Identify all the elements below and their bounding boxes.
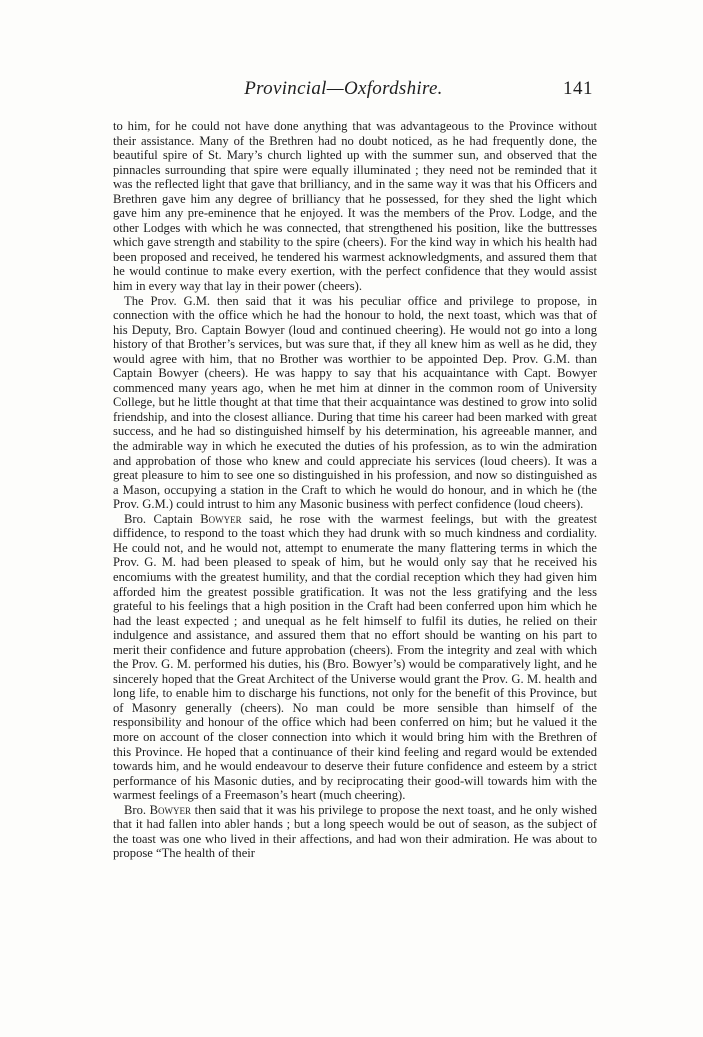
- paragraph-4-lead: Bro.: [124, 802, 150, 817]
- paragraph-3: [113, 512, 597, 803]
- speaker-name: Bowyer: [200, 511, 242, 526]
- paragraph-1: to him, for he could not have done anything that was advantageous to the Province without their assistance. Many of the Brethren had no doubt noticed, as he had frequently done, the beautiful spire of St. Mary’s church lighted up with the summer sun, and observed that the pinnacles surrounding that spire were equally illuminated ; they need not be reminded that it was the reflected light that gave that brilliancy, and in the same way it was that his Officers and Brethren gave him any degree of brilliancy that he possessed, for they shed the light which gave him any pre-eminence that he enjoyed. It was the members of the Prov. Lodge, and the other Lodges with which he was connected, that strengthened his position, like the buttresses which gave strength and stability to the spire (cheers). For the kind way in which his health had been proposed and received, he tendered his warmest acknowledgments, and assured them that he would continue to make every exertion, with the perfect confidence that they would assist him in every way that lay in their power (cheers).: [113, 119, 597, 294]
- paragraph-2: The Prov. G.M. then said that it was his peculiar office and privilege to propose, in connection with the office which he had the honour to hold, the next toast, which was that of his Deputy, Bro. Captain Bowyer (loud and continued cheering). He would not go into a long history of that Brother’s services, but was sure that, if they all knew him as well as he did, they would agree with him, that no Brother was worthier to be appointed Dep. Prov. G.M. than Captain Bowyer (cheers). He was happy to say that his acquaintance with Capt. Bowyer commenced many years ago, when he met him at dinner in the common room of University College, but he little thought at that time that their acquaintance was destined to grow into solid friendship, and into the closest alliance. During that time his career had been marked with great success, and he had so distinguished himself by his determination, his agreeable manner, and the admirable way in which he executed the duties of his profession, as to win the admiration and approbation of those who knew and could appreciate his services (loud cheers). It was a great pleasure to him to see one so distinguished in his profession, and now so distinguished as a Mason, occupying a station in the Craft to which he would do honour, and in which he (the Prov. G.M.) could intrust to him any Masonic business with perfect confidence (loud cheers).: [113, 293, 597, 512]
- paragraph-3-lead: Bro. Captain: [124, 511, 201, 526]
- paragraph-4: [113, 803, 597, 861]
- running-title: Provincial—Oxfordshire.: [244, 78, 443, 99]
- paragraph-3-text: said, he rose with the warmest feelings, but with the greatest diffidence, to respond to the toast which they had drunk with so much kindness and cordiality. He could not, and he would not, attempt to enumerate the many flattering terms in which the Prov. G. M. had been pleased to speak of him, but he would only say that he received his encomiums with the greatest humility, and that the cordial reception which they had given him afforded him the greatest possible gratification. It was not the less gratifying and the less grateful to his feelings that a high position in the Craft had been conferred upon him which he had the least expected ; and unequal as he felt himself to fulfil its duties, he relied on their indulgence and assistance, and assured them that no effort should be wanting on his part to merit their confidence and future approbation (cheers). From the integrity and zeal with which the Prov. G. M. performed his duties, his (Bro. Bowyer’s) would be comparatively light, and he sincerely hoped that the Great Architect of the Universe would grant the Prov. G. M. health and long life, to enable him to discharge his functions, not only for the benefit of this Province, but of Masonry generally (cheers). No man could be more sensible than himself of the responsibility and honour of the office which had been conferred on him; but he valued it the more on account of the closer connection into which it would bring him with the Brethren of this Province. He hoped that a continuance of their kind feeling and regard would be extended towards him, and he would endeavour to deserve their future confidence and esteem by a strict performance of his Masonic duties, and by reciprocating their good-will towards him with the warmest feelings of a Freemason’s heart (much cheering).: [113, 511, 597, 803]
- running-head: [96, 78, 591, 106]
- body-text: [113, 119, 597, 861]
- paragraph-4-text: then said that it was his privilege to propose the next toast, and he only wished that it had fallen into abler hands ; but a long speech would be out of season, as the subject of the toast was one who lived in their affections, and had won their admiration. He was about to propose “The health of their: [113, 802, 598, 861]
- page-number: 141: [563, 78, 593, 99]
- speaker-name: Bowyer: [149, 802, 192, 817]
